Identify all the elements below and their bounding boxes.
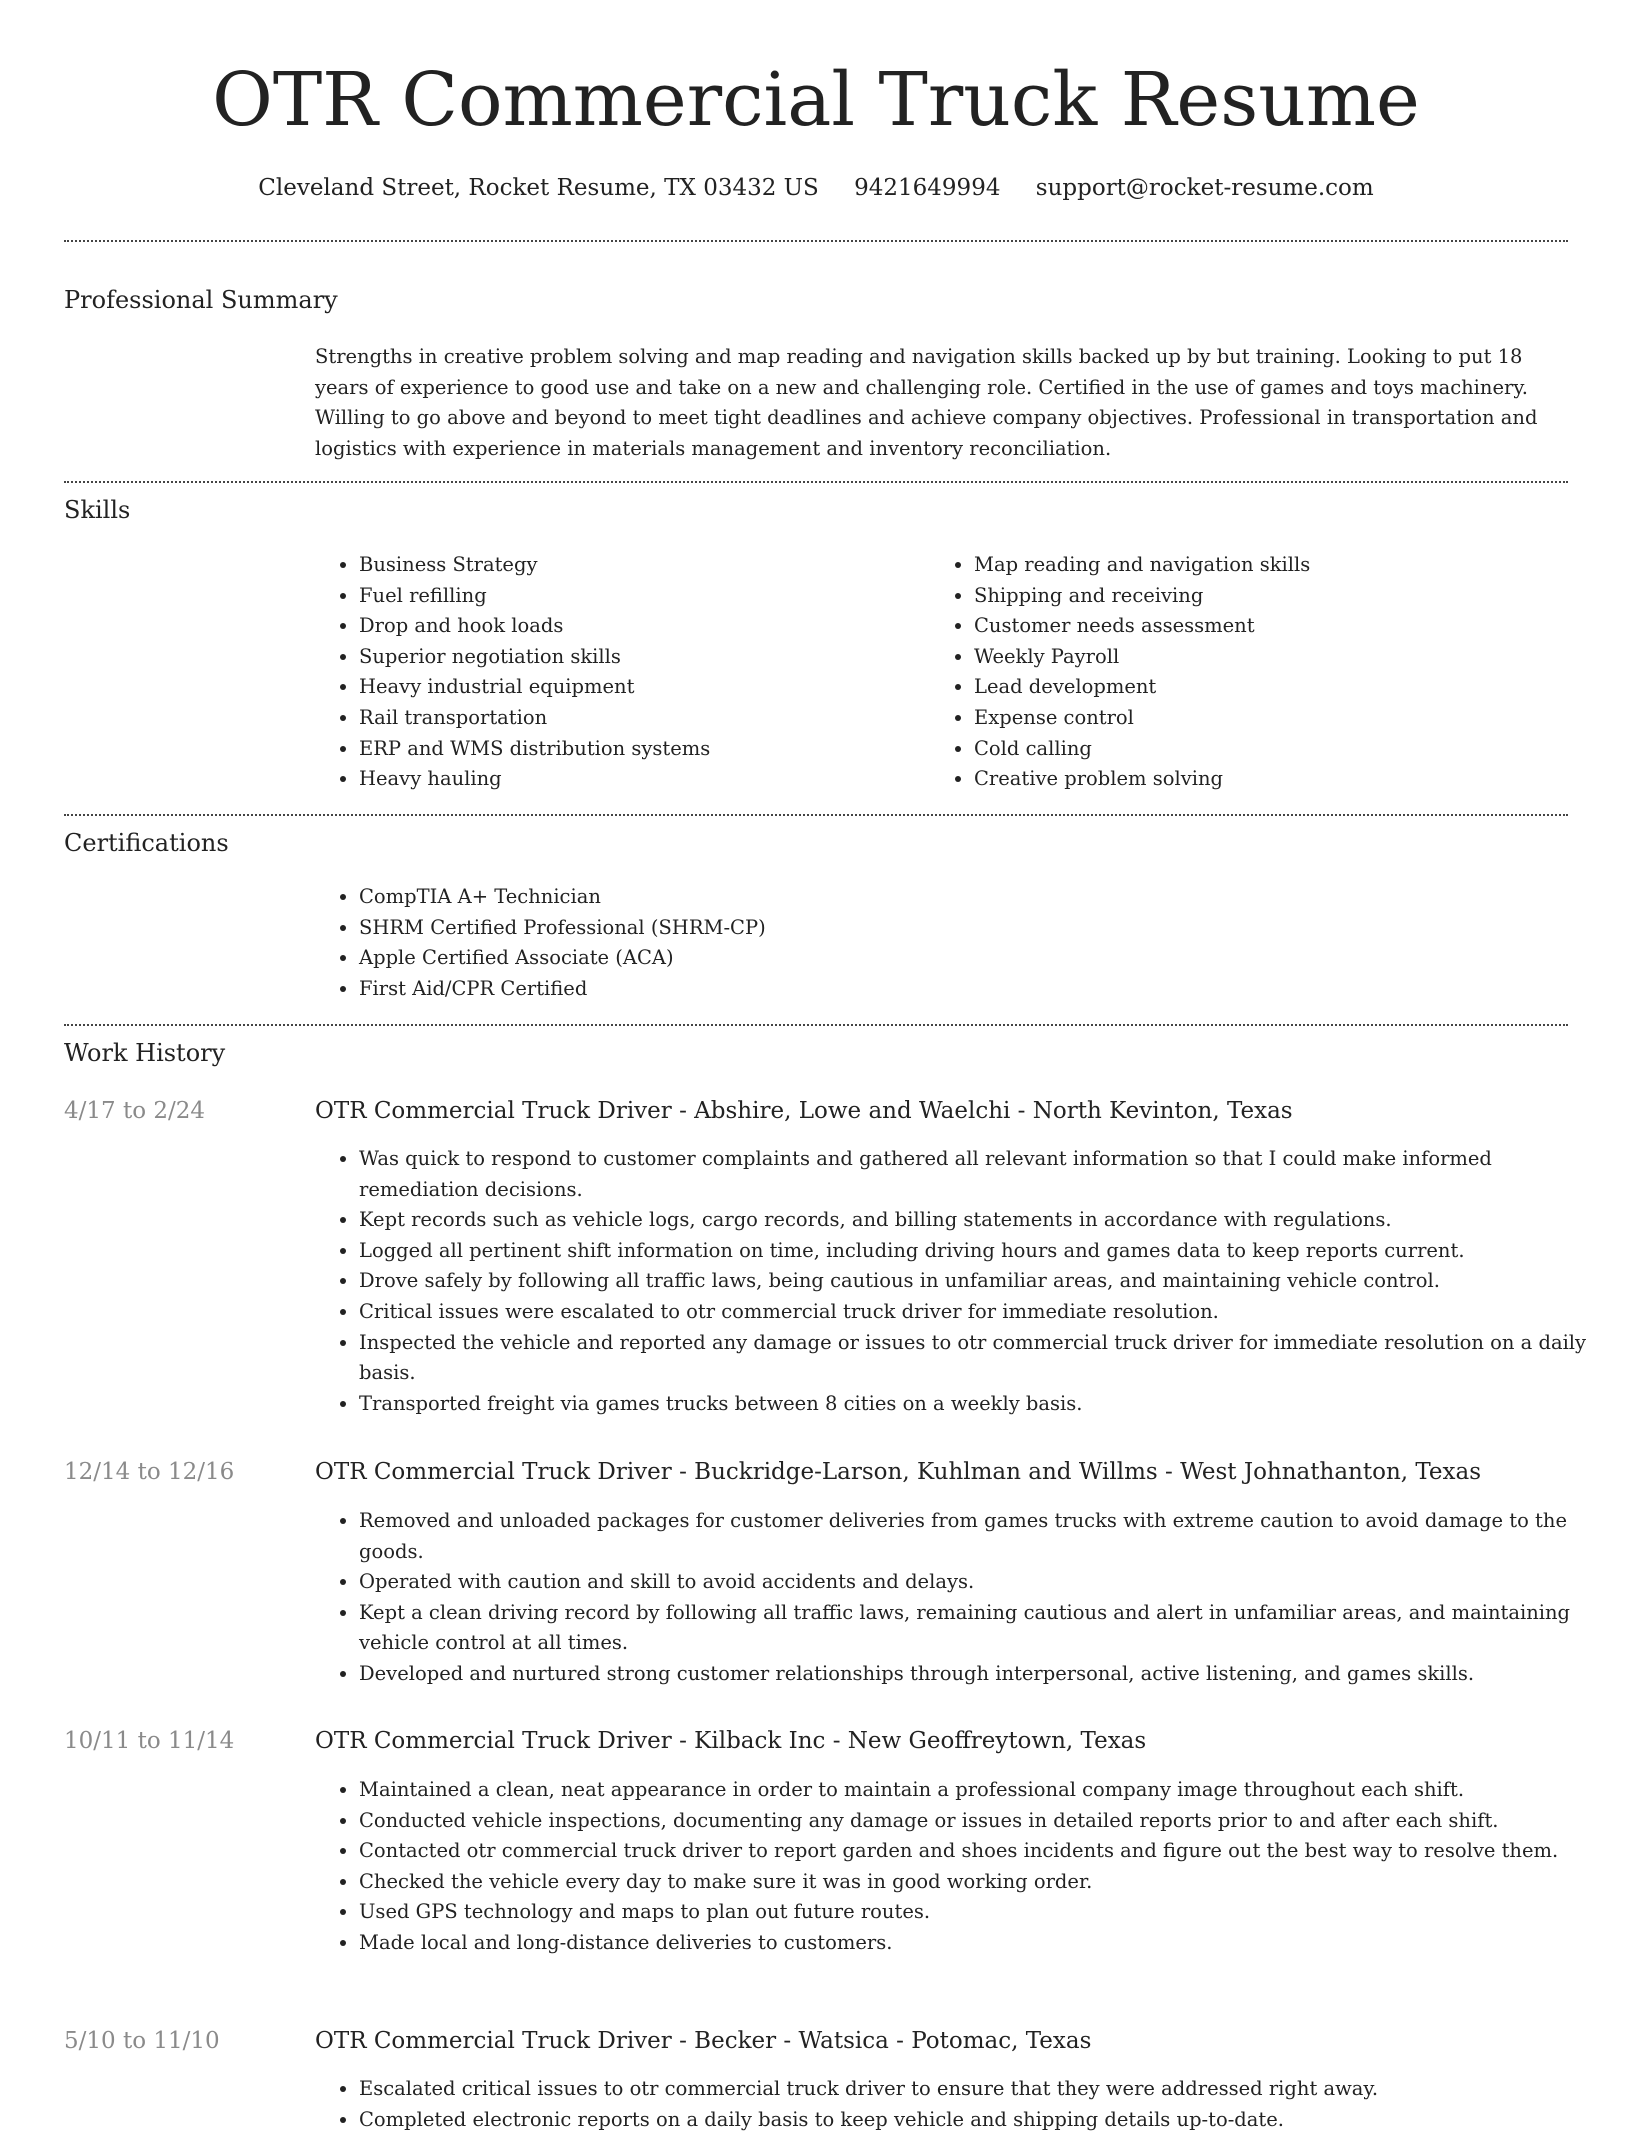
job-dates: 12/14 to 12/16 [64, 1459, 235, 1485]
job-title: OTR Commercial Truck Driver - Abshire, Lowe and Waelchi - North Kevinton, Texas [315, 1098, 1293, 1124]
job-bullets [315, 1506, 1612, 1690]
summary-text: Strengths in creative problem solving and map reading and navigation skills backed up by but training. Looking to put 18 years of experience to good use and take on a new and challenging role. Certified in the use of games and toys machinery. Willing to go above and beyond to meet tight deadlines and achieve company objectives. Professional in transportation and logistics with experience in materials management and inventory reconciliation. [315, 345, 1538, 460]
certification-item: • SHRM Certified Professional (SHRM-CP) [359, 913, 1559, 944]
contact-address: Cleveland Street, Rocket Resume, TX 03432 US [258, 175, 819, 201]
skill-item: • Expense control [974, 703, 1574, 734]
resume-title: OTR Commercial Truck Resume [212, 57, 1420, 143]
certifications-list [315, 882, 1559, 1004]
skill-item: • Superior negotiation skills [359, 642, 929, 673]
summary-divider [64, 481, 1568, 483]
skill-item: • Heavy industrial equipment [359, 672, 929, 703]
contact-email: support@rocket-resume.com [1035, 175, 1374, 201]
job-title: OTR Commercial Truck Driver - Kilback Inc - New Geoffreytown, Texas [315, 1728, 1147, 1754]
job-bullet: • Made local and long-distance deliveries to customers. [359, 1928, 1612, 1959]
skill-item: • Rail transportation [359, 703, 929, 734]
job-bullet: • Developed and nurtured strong customer relationships through interpersonal, active listening, and games skills. [359, 1659, 1612, 1690]
job-bullet: • Removed and unloaded packages for customer deliveries from games trucks with extreme caution to avoid damage to the goods. [359, 1506, 1612, 1567]
job-bullets [315, 2074, 1612, 2135]
certification-item: • CompTIA A+ Technician [359, 882, 1559, 913]
skill-item: • Cold calling [974, 734, 1574, 765]
skill-item: • Fuel refilling [359, 581, 929, 612]
job-bullet: • Operated with caution and skill to avoid accidents and delays. [359, 1567, 1612, 1598]
job-dates: 10/11 to 11/14 [64, 1728, 235, 1754]
job-bullet: • Logged all pertinent shift information on time, including driving hours and games data to keep reports current. [359, 1236, 1612, 1267]
job-title: OTR Commercial Truck Driver - Becker - Watsica - Potomac, Texas [315, 2028, 1092, 2054]
job-bullet: • Was quick to respond to customer complaints and gathered all relevant information so that I could make informed remediation decisions. [359, 1144, 1612, 1205]
work-history-heading: Work History [64, 1039, 226, 1067]
job-bullet: • Used GPS technology and maps to plan out future routes. [359, 1897, 1612, 1928]
skill-item: • Lead development [974, 672, 1574, 703]
summary-heading: Professional Summary [64, 286, 338, 314]
job-bullet: • Maintained a clean, neat appearance in order to maintain a professional company image throughout each shift. [359, 1775, 1612, 1806]
contact-line [64, 172, 1568, 204]
skills-list-left [315, 550, 929, 795]
job-bullet: • Completed electronic reports on a daily basis to keep vehicle and shipping details up-to-date. [359, 2105, 1612, 2135]
skill-item: • Drop and hook loads [359, 611, 929, 642]
certification-item: • Apple Certified Associate (ACA) [359, 943, 1559, 974]
skill-item: • Customer needs assessment [974, 611, 1574, 642]
skill-item: • ERP and WMS distribution systems [359, 734, 929, 765]
certifications-heading: Certifications [64, 829, 229, 857]
job-dates: 4/17 to 2/24 [64, 1098, 206, 1124]
contact-phone: 9421649994 [854, 175, 1001, 201]
certification-item: • First Aid/CPR Certified [359, 974, 1559, 1005]
skills-divider [64, 814, 1568, 816]
job-bullet: • Transported freight via games trucks between 8 cities on a weekly basis. [359, 1389, 1612, 1420]
job-bullet: • Escalated critical issues to otr commercial truck driver to ensure that they were addressed right away. [359, 2074, 1612, 2105]
skills-heading: Skills [64, 496, 131, 524]
job-bullet: • Contacted otr commercial truck driver to report garden and shoes incidents and figure out the best way to resolve them. [359, 1836, 1612, 1867]
skill-item: • Heavy hauling [359, 764, 929, 795]
job-bullet: • Kept records such as vehicle logs, cargo records, and billing statements in accordance with regulations. [359, 1205, 1612, 1236]
skill-item: • Weekly Payroll [974, 642, 1574, 673]
skill-item: • Shipping and receiving [974, 581, 1574, 612]
job-bullet: • Conducted vehicle inspections, documenting any damage or issues in detailed reports prior to and after each shift. [359, 1806, 1612, 1837]
skill-item: • Creative problem solving [974, 764, 1574, 795]
job-dates: 5/10 to 11/10 [64, 2028, 220, 2054]
job-bullet: • Critical issues were escalated to otr commercial truck driver for immediate resolution. [359, 1297, 1612, 1328]
skills-list-right [930, 550, 1574, 795]
job-bullets [315, 1775, 1612, 1959]
job-bullet: • Checked the vehicle every day to make sure it was in good working order. [359, 1867, 1612, 1898]
skill-item: • Business Strategy [359, 550, 929, 581]
job-bullet: • Inspected the vehicle and reported any damage or issues to otr commercial truck driver for immediate resolution on a daily basis. [359, 1328, 1612, 1389]
certifications-divider [64, 1024, 1568, 1026]
job-bullet: • Drove safely by following all traffic laws, being cautious in unfamiliar areas, and maintaining vehicle control. [359, 1266, 1612, 1297]
header-divider [64, 240, 1568, 242]
job-bullet: • Kept a clean driving record by following all traffic laws, remaining cautious and alert in unfamiliar areas, and maintaining vehicle control at all times. [359, 1598, 1612, 1659]
skill-item: • Map reading and navigation skills [974, 550, 1574, 581]
job-bullets [315, 1144, 1612, 1419]
job-title: OTR Commercial Truck Driver - Buckridge-Larson, Kuhlman and Willms - West Johnathanton, Texas [315, 1459, 1482, 1485]
